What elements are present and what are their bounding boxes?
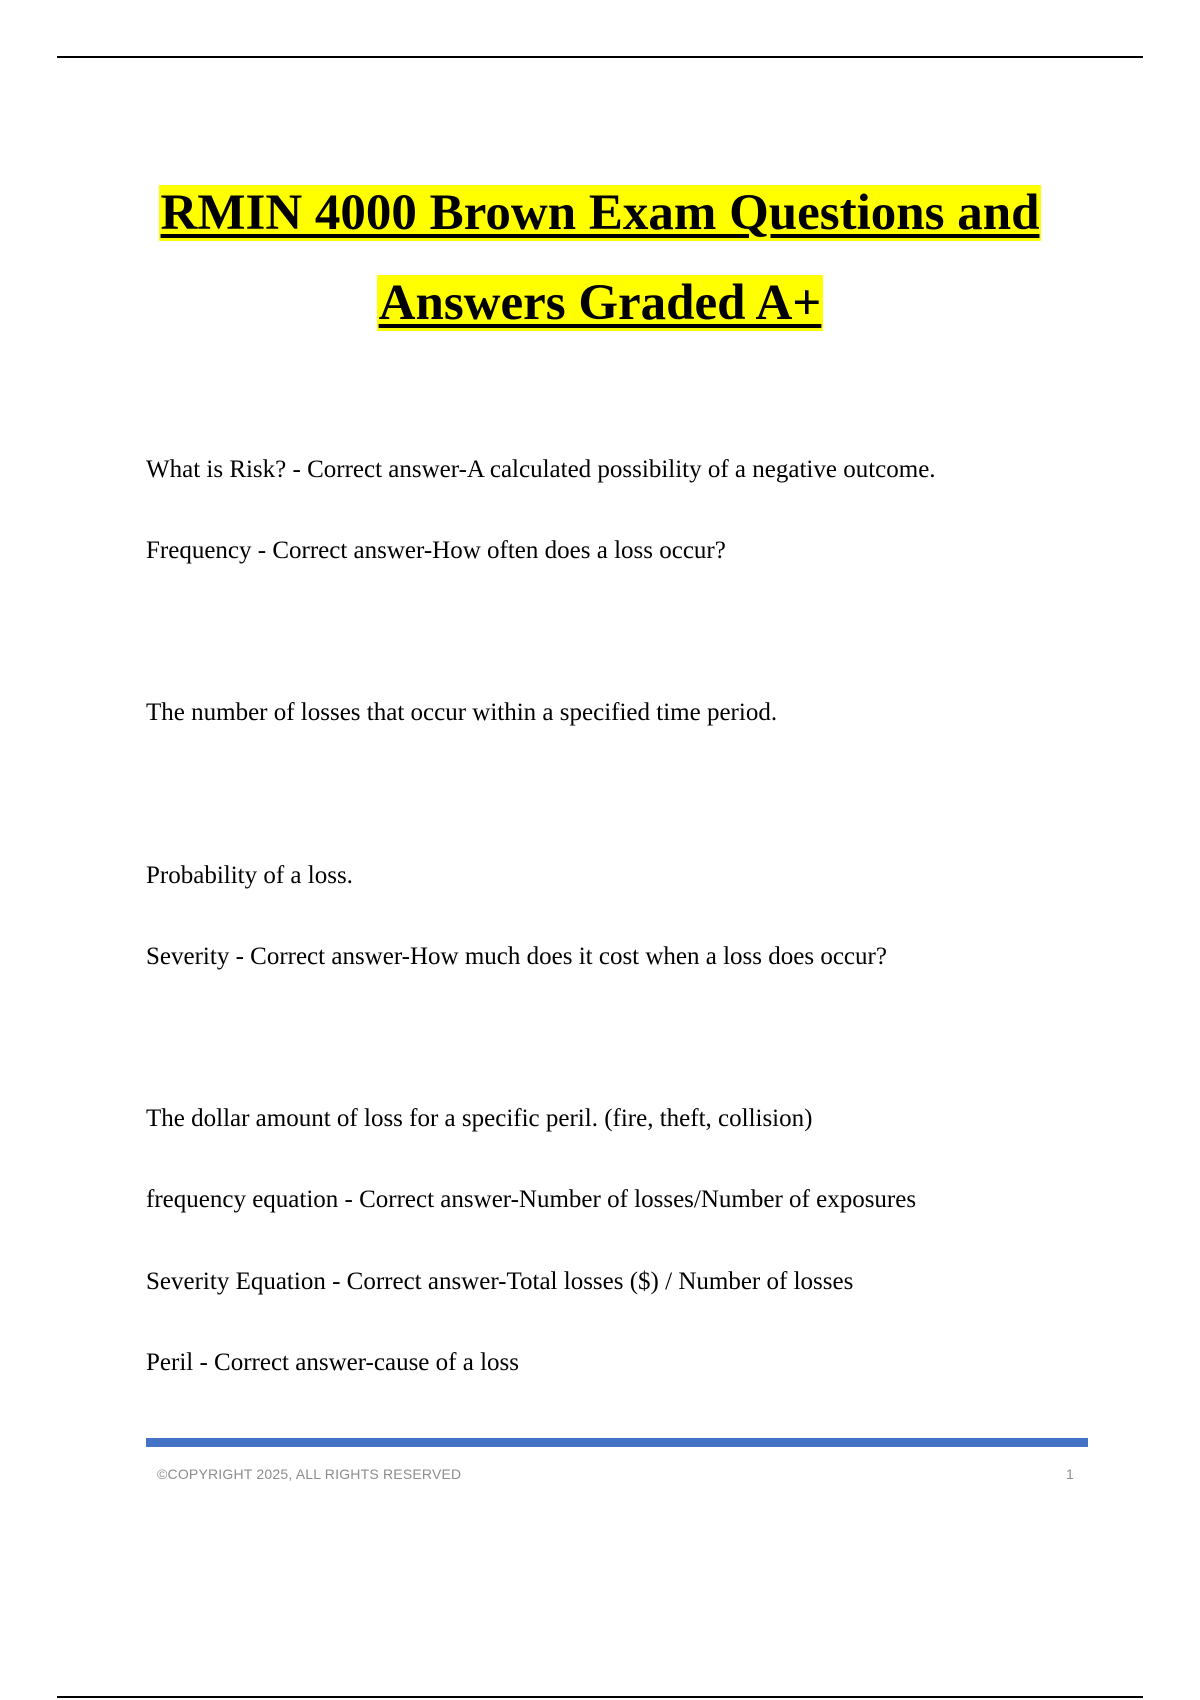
footer-page-number: 1 xyxy=(1066,1466,1074,1482)
qa-frequency-equation: frequency equation - Correct answer-Number of losses/Number of exposures xyxy=(146,1186,917,1213)
qa-severity: Severity - Correct answer-How much does it cost when a loss does occur? xyxy=(146,943,887,970)
document-title-line-2 xyxy=(0,275,1200,331)
bottom-divider xyxy=(57,1696,1143,1698)
qa-frequency-probability: Probability of a loss. xyxy=(146,862,353,889)
document-title-line-1 xyxy=(0,185,1200,241)
qa-peril: Peril - Correct answer-cause of a loss xyxy=(146,1349,519,1376)
qa-severity-equation: Severity Equation - Correct answer-Total losses ($) / Number of losses xyxy=(146,1268,854,1295)
top-divider xyxy=(57,56,1143,58)
qa-frequency-detail: The number of losses that occur within a specified time period. xyxy=(146,699,778,726)
qa-frequency: Frequency - Correct answer-How often does a loss occur? xyxy=(146,537,726,564)
footer-copyright: ©COPYRIGHT 2025, ALL RIGHTS RESERVED xyxy=(157,1466,462,1482)
title-text-2: Answers Graded A+ xyxy=(378,275,822,331)
footer-bar xyxy=(146,1438,1088,1447)
qa-risk: What is Risk? - Correct answer-A calculated possibility of a negative outcome. xyxy=(146,456,936,483)
title-text-1: RMIN 4000 Brown Exam Questions and xyxy=(160,185,1040,241)
qa-severity-detail: The dollar amount of loss for a specific peril. (fire, theft, collision) xyxy=(146,1105,813,1132)
